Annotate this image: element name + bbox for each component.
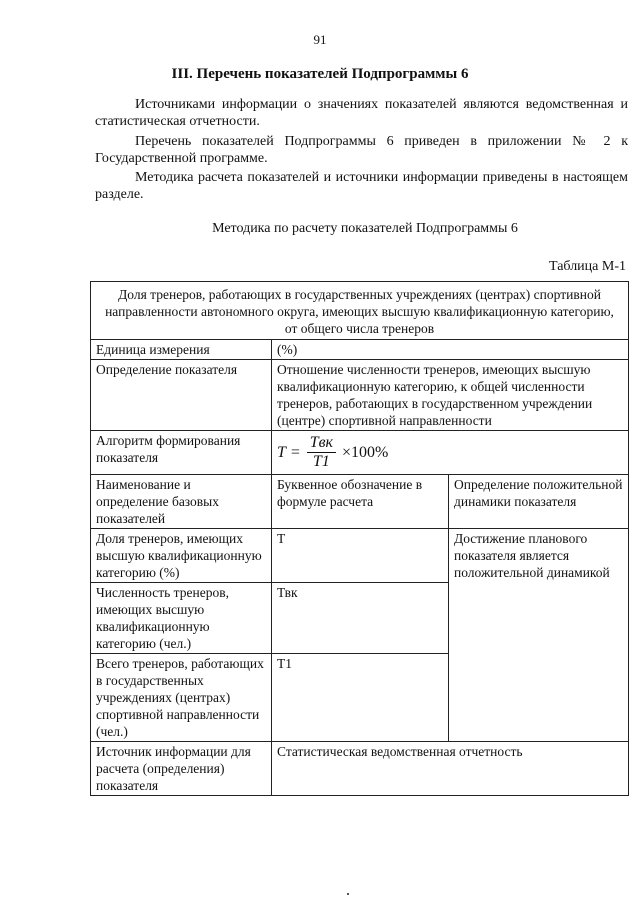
base-symbol: T1 bbox=[272, 654, 449, 742]
formula-equals: = bbox=[289, 444, 301, 461]
formula-tail: ×100% bbox=[342, 444, 389, 461]
base-header-symbol: Буквенное обозначение в формуле расчета bbox=[272, 475, 449, 529]
table-row bbox=[91, 431, 629, 475]
base-symbol: T bbox=[272, 529, 449, 583]
formula-numerator: Tвк bbox=[307, 434, 336, 453]
table-label: Таблица М-1 bbox=[549, 259, 626, 274]
base-name: Численность тренеров, имеющих высшую квалификационную категорию (чел.) bbox=[91, 583, 272, 654]
paragraph-text: Методика расчета показателей и источники информации приведены в настоящем разделе. bbox=[95, 170, 628, 202]
algorithm-label: Алгоритм формирования показателя bbox=[91, 431, 272, 475]
paragraph-text: Источниками информации о значениях показателей являются ведомственная и статистическая отчетности. bbox=[95, 97, 628, 129]
base-name: Всего тренеров, работающих в государственных учреждениях (центрах) спортивной направленности (чел.) bbox=[91, 654, 272, 742]
section-title: III. Перечень показателей Подпрограммы 6 bbox=[171, 66, 469, 82]
indicator-table bbox=[90, 281, 629, 796]
table-row bbox=[91, 360, 629, 431]
source-label: Источник информации для расчета (определения) показателя bbox=[91, 742, 272, 796]
page-number: 91 bbox=[313, 32, 327, 47]
paragraph-list-reference bbox=[95, 133, 628, 167]
paragraph-sources bbox=[95, 96, 628, 130]
unit-value: (%) bbox=[272, 340, 629, 360]
source-value: Статистическая ведомственная отчетность bbox=[272, 742, 629, 796]
base-header-name: Наименование и определение базовых показателей bbox=[91, 475, 272, 529]
definition-label: Определение показателя bbox=[91, 360, 272, 431]
base-header-row bbox=[91, 475, 629, 529]
paragraph-text: Перечень показателей Подпрограммы 6 приведен в приложении № 2 к Государственной программе. bbox=[95, 134, 628, 166]
methodology-title: Методика по расчету показателей Подпрограммы 6 bbox=[212, 221, 518, 236]
base-symbol: Твк bbox=[272, 583, 449, 654]
formula-fraction bbox=[307, 434, 336, 471]
paragraph-methodology bbox=[95, 169, 628, 203]
table-row bbox=[91, 529, 629, 583]
formula-denominator: T1 bbox=[312, 453, 330, 470]
unit-label: Единица измерения bbox=[91, 340, 272, 360]
dynamics-value: Достижение планового показателя является положительной динамикой bbox=[449, 529, 629, 742]
indicator-title: Доля тренеров, работающих в государственных учреждениях (центрах) спортивной направленности автономного округа, имеющих высшую квалификационную категорию, от общего числа тренеров bbox=[91, 282, 629, 340]
base-header-dynamics: Определение положительной динамики показателя bbox=[449, 475, 629, 529]
table-row bbox=[91, 340, 629, 360]
table-header-row bbox=[91, 282, 629, 340]
formula-lhs: T bbox=[277, 444, 286, 461]
table-row bbox=[91, 742, 629, 796]
scan-dot bbox=[347, 893, 349, 895]
base-name: Доля тренеров, имеющих высшую квалификационную категорию (%) bbox=[91, 529, 272, 583]
definition-value: Отношение численности тренеров, имеющих высшую квалификационную категорию, к общей численности тренеров, работающих в государственном учреждении (центре) спортивной направленности bbox=[272, 360, 629, 431]
formula bbox=[272, 431, 629, 475]
